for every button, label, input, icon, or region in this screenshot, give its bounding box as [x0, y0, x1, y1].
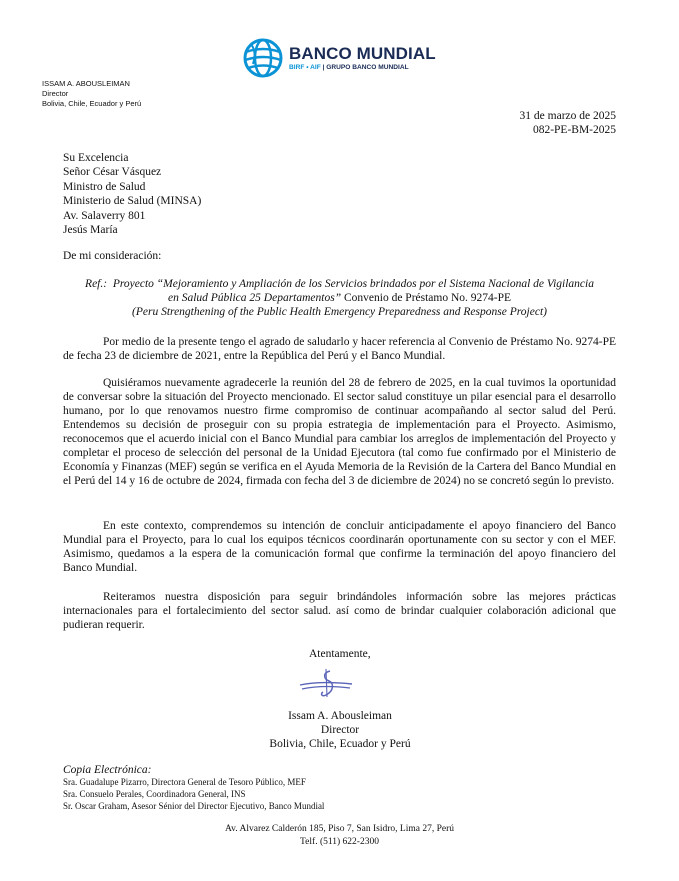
logo-sub-accent: BIRF • AIF — [289, 64, 321, 71]
ref-label: Ref.: — [85, 278, 108, 290]
reference-block — [63, 277, 616, 319]
cc-recipient: Sra. Consuelo Perales, Coordinadora General, INS — [63, 788, 246, 799]
sender-title: Director — [42, 89, 69, 98]
globe-icon — [243, 38, 283, 78]
signature-image — [296, 667, 356, 699]
logo-subtitle — [289, 63, 436, 72]
reference-code: 082-PE-BM-2025 — [532, 124, 616, 136]
ref-loan: Convenio de Préstamo No. 9274-PE — [341, 292, 512, 304]
sender-block — [42, 79, 141, 109]
signatory-title: Director — [320, 724, 360, 736]
addressee-line: Jesús María — [63, 224, 118, 237]
logo-name: BANCO MUNDIAL — [289, 44, 436, 63]
ref-project-2: en Salud Pública 25 Departamentos” — [167, 292, 342, 304]
addressee-line: Señor César Vásquez — [63, 166, 162, 179]
world-bank-logo — [243, 38, 436, 78]
ref-english: (Peru Strengthening of the Public Health Emergency Preparedness and Response Project) — [132, 306, 547, 318]
body-paragraph: Quisiéramos nuevamente agradecerle la reunión del 28 de febrero de 2025, en la cual tuvimos la oportunidad de conversar sobre la situación del Proyecto mencionado. El sector salud constituye un pilar esencial para el desarrollo humano, por lo que renovamos nuestro firme compromiso de continuar acompañando al sector salud del Perú. Entendemos su decisión de proseguir con su propia estrategia de implementación para el Proyecto. Asimismo, reconocemos que el acuerdo inicial con el Banco Mundial para cambiar los arreglos de implementación del Proyecto y completar el proceso de selección del personal de la Unidad Ejecutora (tal como fue confirmado por el Ministerio de Economía y Finanzas (MEF) según se verifica en el Ayuda Memoria de la Revisión de la Cartera del Banco Mundial en el Perú del 14 y 16 de octubre de 2024, firmada con fecha del 3 de diciembre de 2024) no se concretó según lo previsto. — [63, 377, 616, 487]
body-paragraph: Por medio de la presente tengo el agrado de saludarlo y hacer referencia al Convenio de Préstamo No. 9274-PE de fecha 23 de diciembre de 2021, entre la República del Perú y el Banco Mundial. — [63, 336, 616, 362]
closing: Atentamente, — [309, 648, 371, 660]
addressee-line: Av. Salaverry 801 — [63, 209, 146, 222]
date-block — [520, 109, 616, 137]
cc-title: Copia Electrónica: — [63, 764, 152, 776]
footer-address: Av. Alvarez Calderón 185, Piso 7, San Isidro, Lima 27, Perú — [224, 824, 455, 834]
logo-sub-rest: GRUPO BANCO MUNDIAL — [326, 64, 409, 71]
addressee-line: Ministro de Salud — [63, 180, 146, 193]
cc-recipient: Sra. Guadalupe Pizarro, Directora General de Tesoro Público, MEF — [63, 777, 306, 787]
greeting: De mi consideración: — [63, 250, 162, 262]
signatory-region: Bolivia, Chile, Ecuador y Perú — [269, 738, 411, 750]
sender-name: ISSAM A. ABOUSLEIMAN — [42, 79, 130, 88]
letter-date: 31 de marzo de 2025 — [519, 110, 616, 122]
ref-line-1 — [63, 277, 616, 291]
body-paragraph: En este contexto, comprendemos su intención de concluir anticipadamente el apoyo financiero del Banco Mundial para el Proyecto, para lo cual los equipos técnicos coordinarán oportunamente con su sector y con el MEF. Asimismo, quedamos a la espera de la comunicación formal que confirme la terminación del apoyo financiero del Banco Mundial. — [63, 520, 616, 574]
logo-sub-separator: | — [320, 64, 327, 71]
ref-project-1: Proyecto “Mejoramiento y Ampliación de los Servicios brindados por el Sistema Nacional de Vigilancia — [112, 278, 594, 290]
addressee-line: Su Excelencia — [63, 152, 129, 164]
ref-line-2 — [63, 291, 616, 305]
signatory-name: Issam A. Abousleiman — [288, 710, 392, 722]
body-paragraph: Reiteramos nuestra disposición para seguir brindándoles información sobre las mejores prácticas internacionales para el fortalecimiento del sector salud. así como de brindar cualquier colaboración adicional que pudieran requerir. — [63, 591, 616, 631]
footer — [0, 823, 679, 849]
signatory-block — [240, 709, 440, 751]
addressee-line: Ministerio de Salud (MINSA) — [63, 195, 202, 208]
cc-recipient: Sr. Oscar Graham, Asesor Sénior del Director Ejecutivo, Banco Mundial — [63, 800, 325, 811]
sender-region: Bolivia, Chile, Ecuador y Perú — [42, 99, 142, 108]
cc-block — [63, 764, 324, 812]
addressee-block — [63, 151, 201, 237]
footer-phone: Telf. (511) 622-2300 — [300, 837, 379, 847]
